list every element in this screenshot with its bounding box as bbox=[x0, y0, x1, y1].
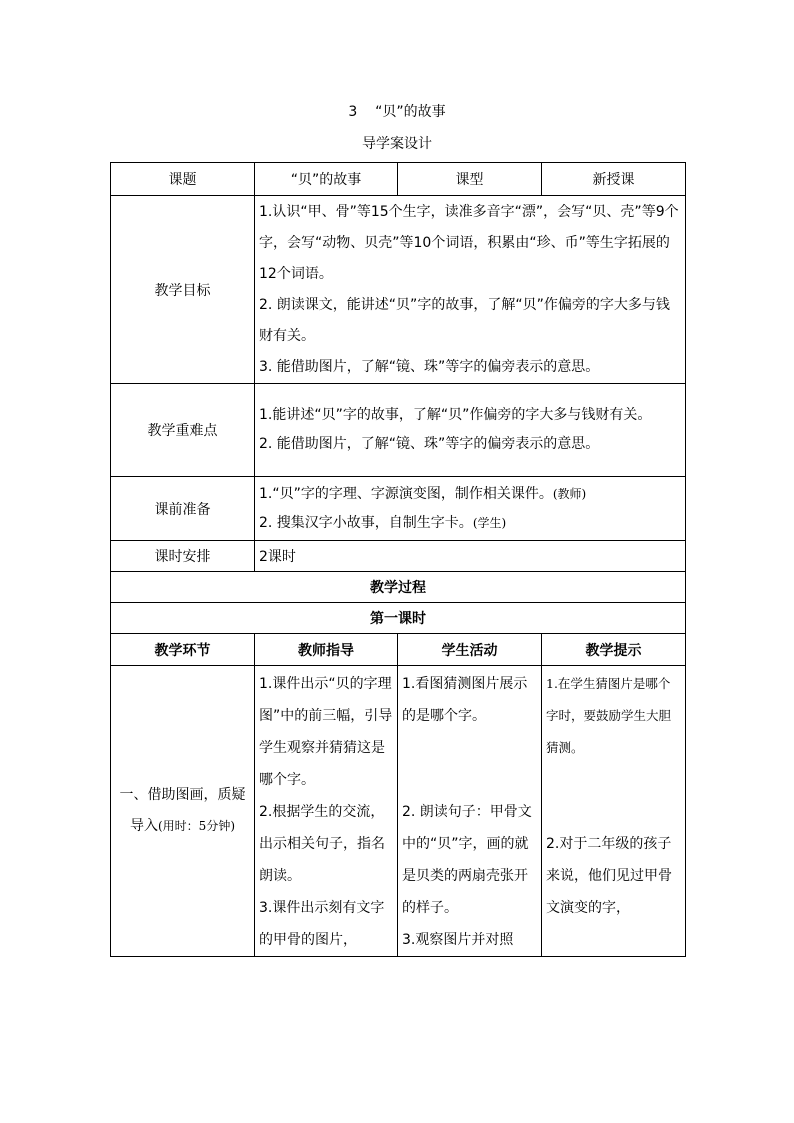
type-value: 新授课 bbox=[542, 163, 686, 196]
stage-text: 一、借助图画，质疑导入 bbox=[119, 787, 246, 834]
type-label: 课型 bbox=[398, 163, 542, 196]
hint-item-2: 2.对于二年级的孩子来说，他们见过甲骨文演变的字， bbox=[546, 836, 672, 916]
preparation-content bbox=[255, 477, 686, 541]
goal-item-1: 1.认识“甲、骨”等15个生字，读准多音字“漂”，会写“贝、壳”等9个字，会写“动物、贝壳”等10个词语，积累由“珍、币”等生字拓展的12个词语。 bbox=[259, 203, 679, 282]
key-points-content bbox=[255, 384, 686, 477]
student-step-3: 3.观察图片并对照 bbox=[402, 932, 514, 948]
column-header-stage: 教学环节 bbox=[111, 634, 255, 666]
goal-item-2: 2. 朗读课文，能讲述“贝”字的故事，了解“贝”作偏旁的字大多与钱财有关。 bbox=[259, 296, 670, 344]
goals-label: 教学目标 bbox=[111, 196, 255, 384]
hint-item-1: 1.在学生猜图片是哪个字时，要鼓励学生大胆猜测。 bbox=[546, 676, 672, 755]
preparation-item-2: 2. 搜集汉字小故事，自制生字卡。(学生) bbox=[259, 514, 507, 531]
preparation-label: 课前准备 bbox=[111, 477, 255, 541]
goals-row bbox=[111, 196, 686, 384]
column-header-row bbox=[111, 634, 686, 666]
student-step-1: 1.看图猜测图片展示的是哪个字。 bbox=[402, 676, 528, 724]
key-point-item-1: 1.能讲述“贝”字的故事，了解“贝”作偏旁的字大多与钱财有关。 bbox=[259, 407, 652, 423]
page-title: 3 “贝”的故事 bbox=[348, 104, 446, 120]
column-header-hint: 教学提示 bbox=[542, 634, 686, 666]
goal-item-3: 3. 能借助图片，了解“镜、珠”等字的偏旁表示的意思。 bbox=[259, 358, 600, 375]
preparation-row bbox=[111, 477, 686, 541]
lesson-title: 第一课时 bbox=[111, 603, 686, 634]
teacher-step-3: 3.课件出示刻有文字的甲骨的图片， bbox=[259, 900, 385, 948]
teacher-step-1: 1.课件出示“贝的字理图”中的前三幅，引导学生观察并猜猜这是哪个字。 bbox=[259, 676, 393, 788]
goals-content bbox=[255, 196, 686, 384]
key-points-label: 教学重难点 bbox=[111, 384, 255, 477]
student-step-2: 2. 朗读句子：甲骨文中的“贝”字，画的就是贝类的两扇壳张开的样子。 bbox=[402, 804, 532, 916]
teacher-step-2: 2.根据学生的交流，出示相关句子，指名朗读。 bbox=[259, 804, 385, 884]
preparation-item-1: 1.“贝”字的字理、字源演变图，制作相关课件。(教师) bbox=[259, 485, 587, 502]
table-row bbox=[111, 666, 686, 957]
student-activity-cell bbox=[398, 666, 542, 957]
topic-label: 课题 bbox=[111, 163, 255, 196]
key-points-row bbox=[111, 384, 686, 477]
lesson-plan-table bbox=[110, 162, 686, 957]
preparation-note-teacher: (教师) bbox=[552, 486, 587, 501]
stage-cell bbox=[111, 666, 255, 957]
teacher-guidance-cell bbox=[255, 666, 398, 957]
schedule-label: 课时安排 bbox=[111, 541, 255, 572]
topic-row bbox=[111, 163, 686, 196]
column-header-student: 学生活动 bbox=[398, 634, 542, 666]
preparation-note-student: (学生) bbox=[472, 515, 507, 530]
page-subtitle: 导学案设计 bbox=[362, 136, 432, 152]
schedule-value: 2课时 bbox=[255, 541, 686, 572]
lesson-title-row bbox=[111, 603, 686, 634]
process-title: 教学过程 bbox=[111, 572, 686, 603]
column-header-teacher: 教师指导 bbox=[255, 634, 398, 666]
topic-value: “贝”的故事 bbox=[255, 163, 398, 196]
process-title-row bbox=[111, 572, 686, 603]
teaching-hint-cell bbox=[542, 666, 686, 957]
key-point-item-2: 2. 能借助图片，了解“镜、珠”等字的偏旁表示的意思。 bbox=[259, 436, 600, 452]
schedule-row bbox=[111, 541, 686, 572]
stage-duration-note: (用时：5分钟) bbox=[158, 819, 235, 833]
